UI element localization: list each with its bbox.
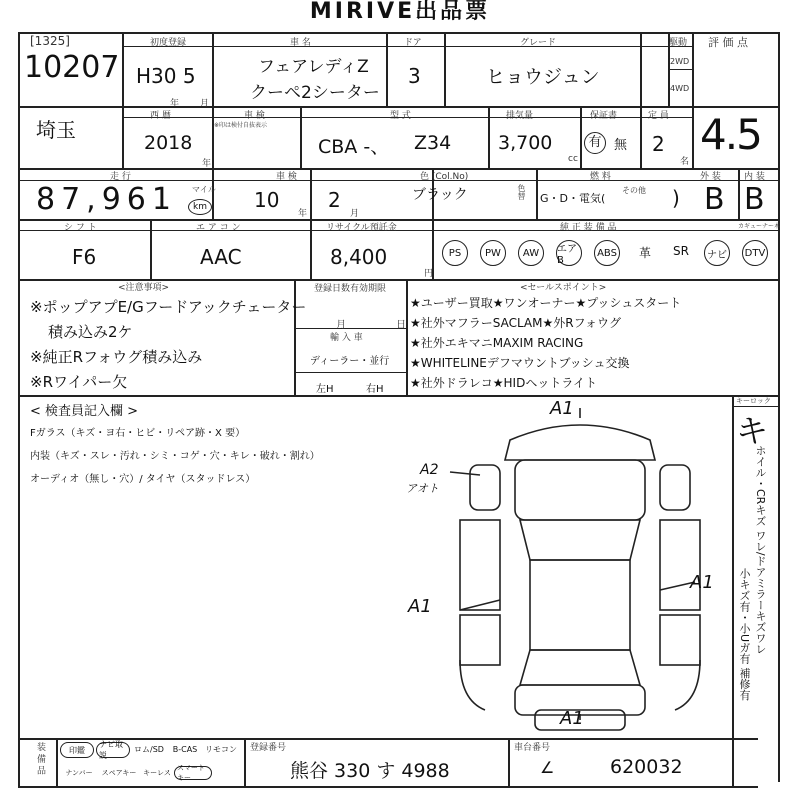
equipment-item: DTV <box>742 240 768 266</box>
model-value: Z34 <box>414 132 452 154</box>
car-name-label: 車 名 <box>290 38 311 48</box>
drive-label: 駆動 <box>669 38 688 48</box>
exterior-label: 外 装 <box>700 172 721 182</box>
inspect-year: 10 <box>254 188 280 212</box>
diagram-mark-left-upper-sub: アオト <box>406 482 439 495</box>
first-reg-value: H30 5 <box>136 64 196 88</box>
model-prefix: CBA -、 <box>318 136 390 158</box>
diagram-mark-left-upper: A2 <box>420 462 439 478</box>
warranty-label: 保証書 <box>590 111 618 121</box>
bottom-equip-item: ナビ取説 <box>96 742 130 758</box>
diagram-mark-right: A1 <box>690 572 714 593</box>
left-hand-label: 左H <box>316 384 334 395</box>
extra-equip-label: 装 備 品 <box>35 742 45 775</box>
dealer-label: ディーラー・並行 <box>310 356 390 367</box>
cc-unit: cc <box>568 154 578 164</box>
left-rear-shape <box>460 615 500 665</box>
roof-shape <box>530 560 630 650</box>
inspect-month-suffix: 月 <box>350 209 360 219</box>
chassis-mark: ∠ <box>540 758 555 777</box>
equipment-item: PW <box>480 240 506 266</box>
sales-line-5: ★社外ドラレコ★HIDヘットライト <box>410 376 597 390</box>
month-label: 月 <box>336 320 346 331</box>
year-suffix-1: 年 <box>170 99 180 109</box>
fuel-label: 燃 料 <box>590 172 611 182</box>
left-door-shape <box>460 520 500 610</box>
inspector-line-3: オーディオ（無し・穴）/ タイヤ（スタッドレス） <box>30 474 256 485</box>
bottom-equip2-item: スマートキー <box>174 766 212 780</box>
capacity-label: 定 員 <box>648 111 669 121</box>
year-suffix-2: 年 <box>202 159 212 169</box>
car-name-line2: クーペ2シーター <box>250 83 380 103</box>
grade-value: ヒョウジュン <box>486 66 600 88</box>
windshield-shape <box>520 520 640 560</box>
equipment-item: AW <box>518 240 544 266</box>
import-label: 輸 入 車 <box>330 333 363 343</box>
bottom-equip2-item: キーレス <box>143 769 171 777</box>
chassis-label: 車台番号 <box>514 743 551 753</box>
door-value: 3 <box>408 64 421 88</box>
equipment-item: SR <box>673 244 689 258</box>
day-label: 日 <box>396 320 406 331</box>
sales-line-3: ★社外エキマニMAXIM RACING <box>410 336 584 350</box>
right-front-fender-shape <box>660 465 690 510</box>
rear-window-shape <box>520 650 640 685</box>
left-upper-leader <box>450 472 480 475</box>
color-value: ブラック <box>412 187 468 203</box>
inspection-note: ※印は検付自抜表示 <box>214 122 268 129</box>
inspector-line-2: 内装（キズ・スレ・汚れ・シミ・コゲ・穴・キレ・破れ・割れ） <box>30 451 320 462</box>
fuel-close: ) <box>672 186 680 210</box>
lot-number: 10207 <box>24 50 120 85</box>
capacity-value: 2 <box>652 132 665 156</box>
lot-code: [1325] <box>30 34 70 48</box>
reg-number-value: 熊谷 330 す 4988 <box>290 760 450 782</box>
recycle-value: 8,400 <box>330 245 388 269</box>
tuner-label: カギューナー本 <box>738 223 781 230</box>
chassis-value: 620032 <box>610 756 683 778</box>
car-name-line1: フェアレディZ <box>258 57 369 77</box>
bottom-equip-item: 印鑑 <box>60 742 94 758</box>
evaluation-score: 4.5 <box>700 110 761 159</box>
sales-line-2: ★社外マフラーSACLAM★外Rフォウグ <box>410 316 621 330</box>
model-label: 型 式 <box>390 111 411 121</box>
equipment-label: 純 正 装 備 品 <box>560 223 617 233</box>
door-label: ドア <box>404 38 422 48</box>
warranty-yes: 有 <box>584 132 606 154</box>
displacement-label: 排気量 <box>506 111 534 121</box>
bottom-equip-item: B-CAS <box>172 745 198 754</box>
right-hand-label: 右H <box>366 384 384 395</box>
inspect-month: 2 <box>328 188 341 212</box>
shift-value: F6 <box>72 245 97 269</box>
mileage-label: 走 行 <box>110 172 131 182</box>
sales-line-1: ★ユーザー買取★ワンオーナー★プッシュスタート <box>410 296 682 310</box>
note-line-1: ※ポップアプE/Gフードアックチェーター <box>30 298 307 316</box>
side-note-bottom: 小キズ有・小Uガ有 補修有 <box>738 568 751 701</box>
right-rear-shape <box>660 615 700 665</box>
left-rear-wheel-arc <box>460 660 485 710</box>
fuel-other: その他 <box>622 186 646 195</box>
right-door-shape <box>660 520 700 610</box>
color-label: 色 (Col.No) <box>420 172 469 182</box>
drive-4wd: 4WD <box>670 84 690 93</box>
document-title: MIRIVE出品票 <box>309 0 491 24</box>
evaluation-label: 評 価 点 <box>708 36 748 49</box>
keyrock-label: キーロック <box>736 397 771 405</box>
seat-unit: 名 <box>680 157 690 167</box>
fuel-options: G・D・電気( <box>540 192 606 205</box>
sales-points-label: <セールスポイント> <box>520 283 607 293</box>
keyrock-mark: キ <box>736 412 769 450</box>
km-unit: km <box>188 199 212 215</box>
displacement-value: 3,700 <box>498 132 553 154</box>
month-suffix-1: 月 <box>200 99 210 109</box>
diagram-mark-top: A1 <box>550 398 574 419</box>
warranty-no: 無 <box>614 138 628 153</box>
shift-label: シ フ ト <box>64 223 97 233</box>
exterior-grade: B <box>704 182 725 217</box>
era-year-value: 2018 <box>144 132 193 154</box>
equipment-item: ABS <box>594 240 620 266</box>
bottom-equip2-item: ナンバー <box>65 769 93 777</box>
first-reg-label: 初度登録 <box>150 38 187 48</box>
note-line-4: ※Rワイパー欠 <box>30 373 128 391</box>
aircon-label: エ ア コ ン <box>196 223 241 233</box>
aircon-value: AAC <box>200 245 242 269</box>
note-line-3: ※純正Rフォウグ積み込み <box>30 348 203 366</box>
era-year-label: 西 暦 <box>150 111 171 121</box>
reg-number-label: 登録番号 <box>250 743 287 753</box>
drive-2wd: 2WD <box>670 57 690 66</box>
bottom-equip2-item: スペアキー <box>101 769 137 777</box>
sales-line-4: ★WHITELINEデフマウントブッシュ交換 <box>410 356 630 370</box>
side-note-top: ホイル・CRキズ ワレ/ドアミラーキズワレ <box>754 445 767 655</box>
equipment-item: 革 <box>638 246 651 260</box>
bottom-equip-item: ロム/SD <box>134 745 164 754</box>
equipment-item: PS <box>442 240 468 266</box>
equipment-item: ナビ <box>704 240 730 266</box>
front-bumper-shape <box>505 425 655 460</box>
grade-label: グレード <box>520 38 557 48</box>
cert-label: 車 検 <box>276 172 297 182</box>
mileage-value: 87,961 <box>36 182 177 217</box>
diagram-mark-left-lower: A1 <box>408 596 432 617</box>
inspector-label: < 検査員記入欄 > <box>30 404 139 419</box>
inspection-label: 車 検 <box>244 111 265 121</box>
car-damage-diagram <box>430 400 730 736</box>
equipment-item: エアB <box>556 240 582 266</box>
left-lower-leader <box>460 600 500 610</box>
reg-expiry-label: 登録日数有効期限 <box>314 284 387 294</box>
mileage-unit: マイル <box>192 185 216 194</box>
recycle-label: リサイクル預託金 <box>326 223 397 233</box>
interior-grade: B <box>744 182 765 217</box>
notes-label: <注意事項> <box>118 283 170 293</box>
interior-label: 内 装 <box>744 172 765 182</box>
inspect-year-suffix: 年 <box>298 209 308 219</box>
note-line-2: 積み込み2ケ <box>48 323 133 341</box>
bottom-equip-item: リモコン <box>205 745 237 754</box>
left-front-fender-shape <box>470 465 500 510</box>
right-rear-wheel-arc <box>675 660 700 710</box>
inspector-line-1: Fガラス（キズ・ヨ右・ヒビ・リペア跡・X 要） <box>30 428 246 439</box>
hood-shape <box>515 460 645 520</box>
color-change-label: 色替 <box>517 184 526 200</box>
diagram-mark-bottom: A1 <box>560 708 584 729</box>
prefecture: 埼玉 <box>36 118 76 142</box>
yen-unit: 円 <box>424 269 434 279</box>
